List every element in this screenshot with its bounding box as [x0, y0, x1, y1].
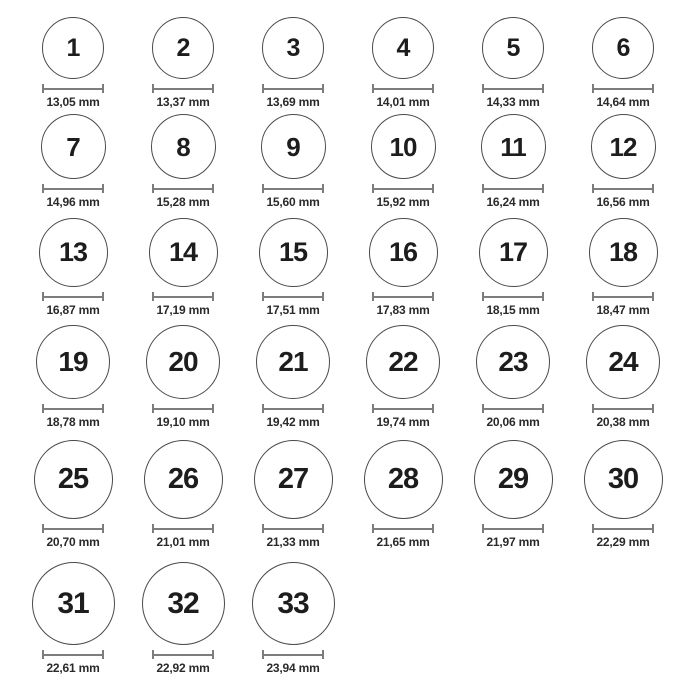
ring-size-number: 32 [167, 586, 199, 620]
ring-size-number: 28 [387, 463, 419, 496]
diameter-ruler-icon [42, 404, 104, 413]
ring-size-cell-18 [568, 218, 678, 318]
ring-size-number: 19 [58, 346, 88, 378]
diameter-label: 17,51 mm [266, 303, 320, 318]
ring-circle [261, 114, 326, 179]
ring-size-cell-31 [18, 562, 128, 676]
ring-circle [369, 218, 438, 287]
diameter-ruler-icon [372, 524, 434, 533]
diameter-label: 20,06 mm [486, 415, 540, 430]
ring-circle [254, 440, 333, 519]
ring-size-number: 1 [66, 33, 80, 62]
diameter-ruler-icon [592, 404, 654, 413]
ring-circle [262, 17, 324, 79]
ring-circle [586, 325, 660, 399]
diameter-label: 17,19 mm [156, 303, 210, 318]
ring-size-number: 31 [57, 586, 89, 620]
ring-size-number: 25 [57, 463, 89, 496]
ring-circle [482, 17, 544, 79]
diameter-label: 19,74 mm [376, 415, 430, 430]
ring-size-cell-3 [238, 17, 348, 110]
ring-size-cell-24 [568, 325, 678, 430]
ring-circle [152, 17, 214, 79]
ring-circle [259, 218, 328, 287]
ring-size-cell-29 [458, 440, 568, 550]
diameter-ruler-icon [152, 184, 214, 193]
ring-size-number: 10 [389, 131, 417, 162]
ring-circle [372, 17, 434, 79]
ring-size-number: 23 [498, 346, 528, 378]
ring-size-cell-33 [238, 562, 348, 676]
diameter-label: 23,94 mm [266, 661, 320, 676]
ring-size-cell-19 [18, 325, 128, 430]
ring-circle [149, 218, 218, 287]
ring-size-number: 11 [500, 131, 526, 162]
ring-circle [151, 114, 216, 179]
diameter-ruler-icon [152, 84, 214, 93]
diameter-ruler-icon [482, 84, 544, 93]
diameter-ruler-icon [372, 184, 434, 193]
ring-size-cell-10 [348, 114, 458, 210]
diameter-ruler-icon [262, 184, 324, 193]
diameter-label: 14,01 mm [376, 95, 430, 110]
ring-size-number: 26 [167, 463, 199, 496]
ring-size-cell-20 [128, 325, 238, 430]
diameter-ruler-icon [482, 524, 544, 533]
ring-circle [476, 325, 550, 399]
ring-circle [36, 325, 110, 399]
diameter-label: 15,92 mm [376, 195, 430, 210]
diameter-label: 19,42 mm [266, 415, 320, 430]
diameter-label: 18,47 mm [596, 303, 650, 318]
ring-circle [144, 440, 223, 519]
ring-size-number: 16 [388, 237, 418, 268]
ring-size-number: 33 [277, 586, 309, 620]
diameter-label: 21,33 mm [266, 535, 320, 550]
diameter-label: 14,33 mm [486, 95, 540, 110]
diameter-ruler-icon [42, 524, 104, 533]
ring-size-number: 30 [607, 463, 639, 496]
diameter-ruler-icon [42, 84, 104, 93]
diameter-label: 13,05 mm [46, 95, 100, 110]
ring-circle [591, 114, 656, 179]
ring-chart-row [18, 430, 700, 550]
ring-size-number: 7 [66, 131, 80, 162]
diameter-label: 16,56 mm [596, 195, 650, 210]
diameter-label: 14,96 mm [46, 195, 100, 210]
ring-size-cell-23 [458, 325, 568, 430]
diameter-ruler-icon [152, 524, 214, 533]
ring-size-cell-8 [128, 114, 238, 210]
diameter-ruler-icon [372, 404, 434, 413]
ring-size-number: 14 [168, 237, 198, 268]
diameter-ruler-icon [372, 292, 434, 301]
ring-size-number: 13 [58, 237, 88, 268]
diameter-ruler-icon [592, 292, 654, 301]
ring-circle [584, 440, 663, 519]
diameter-ruler-icon [42, 650, 104, 659]
diameter-label: 21,97 mm [486, 535, 540, 550]
ring-circle [479, 218, 548, 287]
ring-size-cell-14 [128, 218, 238, 318]
diameter-label: 21,65 mm [376, 535, 430, 550]
diameter-label: 14,64 mm [596, 95, 650, 110]
ring-chart-row [18, 110, 700, 210]
ring-chart-row [18, 10, 700, 110]
diameter-ruler-icon [262, 650, 324, 659]
diameter-ruler-icon [262, 292, 324, 301]
ring-size-cell-17 [458, 218, 568, 318]
diameter-ruler-icon [152, 292, 214, 301]
diameter-ruler-icon [262, 404, 324, 413]
diameter-label: 15,60 mm [266, 195, 320, 210]
ring-size-cell-12 [568, 114, 678, 210]
ring-circle [371, 114, 436, 179]
ring-size-cell-7 [18, 114, 128, 210]
diameter-label: 22,29 mm [596, 535, 650, 550]
diameter-ruler-icon [152, 650, 214, 659]
ring-chart-row [18, 550, 700, 676]
ring-size-number: 29 [497, 463, 529, 496]
diameter-label: 18,15 mm [486, 303, 540, 318]
ring-size-cell-25 [18, 440, 128, 550]
ring-size-number: 4 [396, 33, 410, 62]
ring-size-cell-15 [238, 218, 348, 318]
diameter-ruler-icon [592, 84, 654, 93]
ring-size-cell-2 [128, 17, 238, 110]
diameter-label: 15,28 mm [156, 195, 210, 210]
ring-circle [146, 325, 220, 399]
ring-size-number: 15 [278, 237, 308, 268]
diameter-label: 16,87 mm [46, 303, 100, 318]
ring-size-cell-32 [128, 562, 238, 676]
diameter-label: 22,92 mm [156, 661, 210, 676]
diameter-label: 20,38 mm [596, 415, 650, 430]
diameter-ruler-icon [482, 404, 544, 413]
ring-size-cell-4 [348, 17, 458, 110]
ring-size-cell-13 [18, 218, 128, 318]
diameter-label: 13,69 mm [266, 95, 320, 110]
ring-circle [592, 17, 654, 79]
ring-size-number: 8 [176, 131, 190, 162]
ring-size-number: 3 [286, 33, 300, 62]
ring-size-number: 6 [616, 33, 630, 62]
ring-size-number: 18 [608, 237, 638, 268]
ring-circle [39, 218, 108, 287]
ring-size-cell-11 [458, 114, 568, 210]
ring-size-cell-27 [238, 440, 348, 550]
ring-circle [364, 440, 443, 519]
diameter-ruler-icon [592, 184, 654, 193]
ring-size-number: 9 [286, 131, 300, 162]
ring-circle [366, 325, 440, 399]
ring-size-cell-22 [348, 325, 458, 430]
ring-size-cell-5 [458, 17, 568, 110]
ring-size-number: 22 [388, 346, 418, 378]
ring-circle [42, 17, 104, 79]
ring-size-cell-9 [238, 114, 348, 210]
ring-size-cell-16 [348, 218, 458, 318]
ring-size-cell-21 [238, 325, 348, 430]
ring-circle [32, 562, 115, 645]
ring-size-cell-30 [568, 440, 678, 550]
diameter-label: 16,24 mm [486, 195, 540, 210]
ring-circle [252, 562, 335, 645]
ring-circle [589, 218, 658, 287]
diameter-ruler-icon [262, 524, 324, 533]
diameter-ruler-icon [482, 184, 544, 193]
diameter-ruler-icon [262, 84, 324, 93]
ring-size-number: 24 [608, 346, 638, 378]
ring-size-cell-28 [348, 440, 458, 550]
ring-circle [41, 114, 106, 179]
diameter-label: 22,61 mm [46, 661, 100, 676]
ring-chart-row [18, 210, 700, 318]
ring-size-number: 20 [168, 346, 198, 378]
ring-size-number: 27 [277, 463, 309, 496]
ring-size-number: 2 [176, 33, 190, 62]
ring-chart-row [18, 318, 700, 430]
diameter-ruler-icon [482, 292, 544, 301]
ring-circle [142, 562, 225, 645]
diameter-ruler-icon [42, 292, 104, 301]
diameter-label: 17,83 mm [376, 303, 430, 318]
diameter-label: 13,37 mm [156, 95, 210, 110]
diameter-label: 19,10 mm [156, 415, 210, 430]
diameter-label: 20,70 mm [46, 535, 100, 550]
ring-circle [474, 440, 553, 519]
diameter-label: 21,01 mm [156, 535, 210, 550]
diameter-label: 18,78 mm [46, 415, 100, 430]
diameter-ruler-icon [152, 404, 214, 413]
ring-size-number: 17 [498, 237, 528, 268]
ring-circle [34, 440, 113, 519]
ring-circle [256, 325, 330, 399]
ring-size-cell-1 [18, 17, 128, 110]
ring-size-number: 5 [506, 33, 520, 62]
diameter-ruler-icon [372, 84, 434, 93]
ring-size-number: 21 [278, 346, 308, 378]
diameter-ruler-icon [592, 524, 654, 533]
ring-size-number: 12 [609, 131, 637, 162]
diameter-ruler-icon [42, 184, 104, 193]
ring-size-cell-26 [128, 440, 238, 550]
ring-size-cell-6 [568, 17, 678, 110]
ring-circle [481, 114, 546, 179]
